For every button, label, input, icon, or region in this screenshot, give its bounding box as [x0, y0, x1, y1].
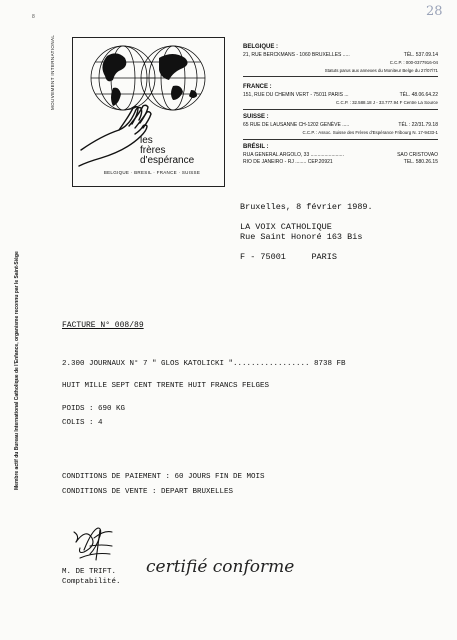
ccp: C.C.P. : 32.588.18 J - 33.777.94 F Centre La Source [336, 100, 438, 106]
phone: TÉL. 48.06.64.22 [399, 91, 438, 98]
page-mark: 8 [32, 14, 35, 20]
divider [243, 109, 438, 110]
address-line: RUA GENERAL ARGOLO, 33 ........................ [243, 151, 344, 158]
recipient-city: PARIS [311, 252, 337, 262]
letter-date: Bruxelles, 8 février 1989. [240, 202, 373, 212]
address-suisse [243, 114, 438, 140]
sidebar-membership-text: Membre actif du Bureau International Catholique de l'Enfance, organisme reconnu par le Saint-Siège [14, 251, 20, 490]
brand-line-3: d'espérance [140, 155, 195, 166]
divider [243, 76, 438, 77]
phone: TÉL. 537.09.14 [403, 51, 438, 58]
amount-in-words: HUIT MILLE SEPT CENT TRENTE HUIT FRANCS FELGES [62, 382, 270, 390]
recipient-street: Rue Saint Honoré 163 Bis [240, 232, 363, 242]
brand-line-2: frères [140, 145, 166, 156]
address-line: 151, RUE DU CHEMIN VERT - 75011 PARIS ... [243, 91, 349, 98]
country-label: BELGIQUE : [243, 44, 279, 50]
parcels: COLIS : 4 [62, 419, 103, 427]
signature-icon [70, 520, 120, 568]
brand-name [140, 136, 194, 166]
handwritten-certification: certifié conforme [146, 557, 295, 577]
ccp: C.C.P. : Assoc. Suisse des Frères d'Espérance Fribourg N. 17-9433-1 [302, 130, 438, 136]
sale-conditions: CONDITIONS DE VENTE : DEPART BRUXELLES [62, 488, 234, 496]
invoice-item: 2.300 JOURNAUX N° 7 " GLOS KATOLICKI "................. 8738 FB [62, 360, 346, 368]
logo-vertical-text: MOUVEMENT INTERNATIONAL [50, 34, 55, 110]
country-label: SUISSE : [243, 114, 269, 120]
payment-conditions: CONDITIONS DE PAIEMENT : 60 JOURS FIN DE MOIS [62, 473, 265, 481]
handwritten-page-number: 28 [426, 4, 443, 19]
divider [243, 139, 438, 140]
signatory-name: M. DE TRIFT. [62, 568, 117, 576]
weight: POIDS : 690 KG [62, 405, 126, 413]
signatory-role: Comptabilité. [62, 578, 121, 586]
address-france [243, 84, 438, 110]
address-bresil [243, 144, 438, 167]
address-line: RIO DE JANEIRO - RJ ........ CEP.20921 [243, 159, 333, 166]
phone: TEL. 580.26.15 [403, 159, 438, 166]
address-line: 21, RUE BERCKMANS - 1060 BRUXELLES ..... [243, 51, 350, 58]
brand-line-1: les [140, 135, 153, 146]
city: SAO CRISTOVAO [397, 151, 438, 158]
recipient-postcode: F - 75001 [240, 252, 286, 262]
address-belgique [243, 44, 438, 77]
signatory-block [62, 567, 121, 587]
recipient-block [240, 222, 362, 262]
ccp: C.C.P. : 000-0377916-04 [389, 60, 438, 66]
invoice-number: FACTURE N° 008/89 [62, 321, 144, 330]
country-label: FRANCE : [243, 84, 272, 90]
country-label: BRÉSIL : [243, 144, 269, 150]
logo-tagline: BELGIQUE · BRESIL · FRANCE · SUISSE [103, 170, 201, 175]
phone: TÉL : 22/31.79.18 [398, 121, 438, 128]
recipient-name: LA VOIX CATHOLIQUE [240, 222, 332, 232]
address-line: 65 RUE DE LAUSANNE CH-1202 GENÈVE ..... [243, 121, 350, 128]
statuts: Statuts parus aux annexes du Moniteur Belge du 27/07/71 [324, 67, 438, 73]
